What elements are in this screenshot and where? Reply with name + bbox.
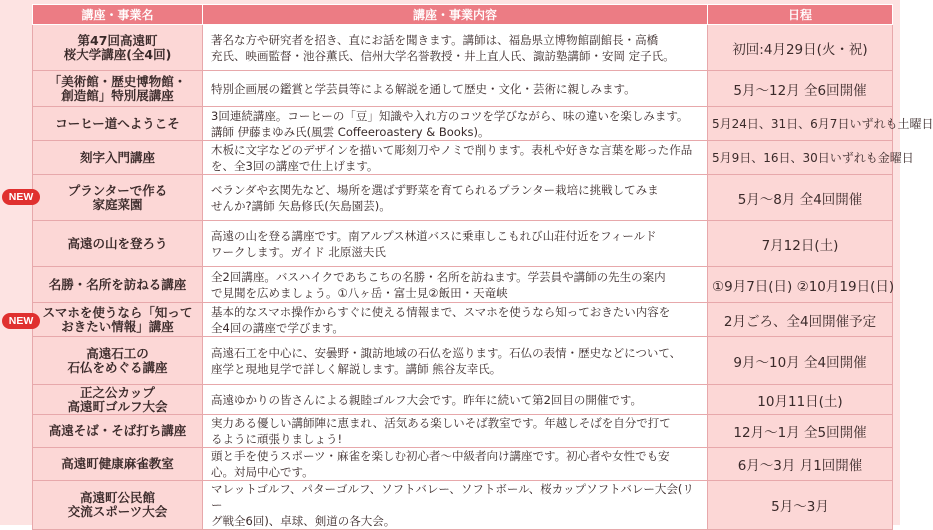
course-schedule: 10月11日(土) (708, 385, 893, 415)
table-row (33, 175, 893, 221)
course-schedule: ①9月7日(日) ②10月19日(日) (708, 267, 893, 303)
course-content: 実力ある優しい講師陣に恵まれ、活気ある楽しいそば教室です。年越しそばを自分で打て るように頑張りましょう! (203, 415, 708, 448)
course-schedule: 5月9日、16日、30日いずれも金曜日 (708, 141, 893, 175)
course-schedule: 9月～10月 全4回開催 (708, 337, 893, 385)
new-badge: NEW (2, 313, 40, 329)
course-name: 正之公カップ 高遠町ゴルフ大会 (33, 385, 203, 415)
course-schedule: 2月ごろ、全4回開催予定 (708, 303, 893, 337)
course-name: スマホを使うなら「知って おきたい情報」講座 (33, 303, 203, 337)
course-name: 「美術館・歴史博物館・ 創造館」特別展講座 (33, 71, 203, 107)
header-schedule: 日程 (708, 5, 893, 25)
table-row (33, 448, 893, 481)
course-content: 木板に文字などのデザインを描いて彫刻刀やノミで削ります。表札や好きな言葉を彫った作品 を、全3回の講座で仕上げます。 (203, 141, 708, 175)
course-name: コーヒー道へようこそ (33, 107, 203, 141)
course-name: 高遠石工の 石仏をめぐる講座 (33, 337, 203, 385)
course-name: 高遠そば・そば打ち講座 (33, 415, 203, 448)
course-schedule: 6月～3月 月1回開催 (708, 448, 893, 481)
table-row (33, 71, 893, 107)
course-content: 高遠ゆかりの皆さんによる親睦ゴルフ大会です。昨年に続いて第2回目の開催です。 (203, 385, 708, 415)
course-schedule: 5月～3月 (708, 481, 893, 530)
course-name: 高遠の山を登ろう (33, 221, 203, 267)
course-content: 3回連続講座。コーヒーの「豆」知識や入れ方のコツを学びながら、味の違いを楽しみます。 講師 伊藤まゆみ氏(風雲 Coffeeroastery & Books)。 (203, 107, 708, 141)
table-row (33, 107, 893, 141)
course-content: 基本的なスマホ操作からすぐに使える情報まで、スマホを使うなら知っておきたい内容を 全4回の講座で学びます。 (203, 303, 708, 337)
table-row (33, 141, 893, 175)
course-schedule: 5月～8月 全4回開催 (708, 175, 893, 221)
table-row (33, 481, 893, 530)
course-table (32, 4, 933, 530)
course-content: 頭と手を使うスポーツ・麻雀を楽しむ初心者～中級者向け講座です。初心者や女性でも安 心。対局中心です。 (203, 448, 708, 481)
table-row (33, 415, 893, 448)
table-row (33, 267, 893, 303)
course-content: 特別企画展の鑑賞と学芸員等による解説を通して歴史・文化・芸術に親しみます。 (203, 71, 708, 107)
course-name: 第47回高遠町 桜大学講座(全4回) (33, 25, 203, 71)
course-content: 全2回講座。バスハイクであちこちの名勝・名所を訪ねます。学芸員や講師の先生の案内 で見聞を広めましょう。①八ヶ岳・富士見②飯田・天竜峡 (203, 267, 708, 303)
course-name: 高遠町公民館 交流スポーツ大会 (33, 481, 203, 530)
course-content: マレットゴルフ、パターゴルフ、ソフトバレー、ソフトボール、桜カップソフトバレー大会(リー グ戦全6回)、卓球、剣道の各大会。 (203, 481, 708, 530)
table-row (33, 221, 893, 267)
course-content: 高遠の山を登る講座です。南アルプス林道バスに乗車しこもれび山荘付近をフィールド ワークします。ガイド 北原滋夫氏 (203, 221, 708, 267)
course-content: 高遠石工を中心に、安曇野・諏訪地域の石仏を巡ります。石仏の表情・歴史などについて、 座学と現地見学で詳しく解説します。講師 熊谷友幸氏。 (203, 337, 708, 385)
course-name: プランターで作る 家庭菜園 (33, 175, 203, 221)
table-row (33, 385, 893, 415)
course-schedule: 7月12日(土) (708, 221, 893, 267)
table-row (33, 25, 893, 71)
table-row (33, 337, 893, 385)
course-name: 名勝・名所を訪ねる講座 (33, 267, 203, 303)
course-schedule: 5月24日、31日、6月7日いずれも土曜日 (708, 107, 893, 141)
course-schedule: 5月～12月 全6回開催 (708, 71, 893, 107)
table-header-row (33, 5, 893, 25)
course-name: 高遠町健康麻雀教室 (33, 448, 203, 481)
table-row (33, 303, 893, 337)
course-content: 著名な方や研究者を招き、直にお話を聞きます。講師は、福島県立博物館副館長・高橋 充氏、映画監督・池谷薫氏、信州大学名誉教授・井上直人氏、諏訪塾講師・安岡 定子氏。 (203, 25, 708, 71)
new-badge: NEW (2, 189, 40, 205)
course-content: ベランダや玄関先など、場所を選ばず野菜を育てられるプランター栽培に挑戦してみま せんか?講師 矢島修氏(矢島園芸)。 (203, 175, 708, 221)
header-course-name: 講座・事業名 (33, 5, 203, 25)
course-name: 刻字入門講座 (33, 141, 203, 175)
header-course-content: 講座・事業内容 (203, 5, 708, 25)
course-schedule: 12月～1月 全5回開催 (708, 415, 893, 448)
course-schedule: 初回:4月29日(火・祝) (708, 25, 893, 71)
